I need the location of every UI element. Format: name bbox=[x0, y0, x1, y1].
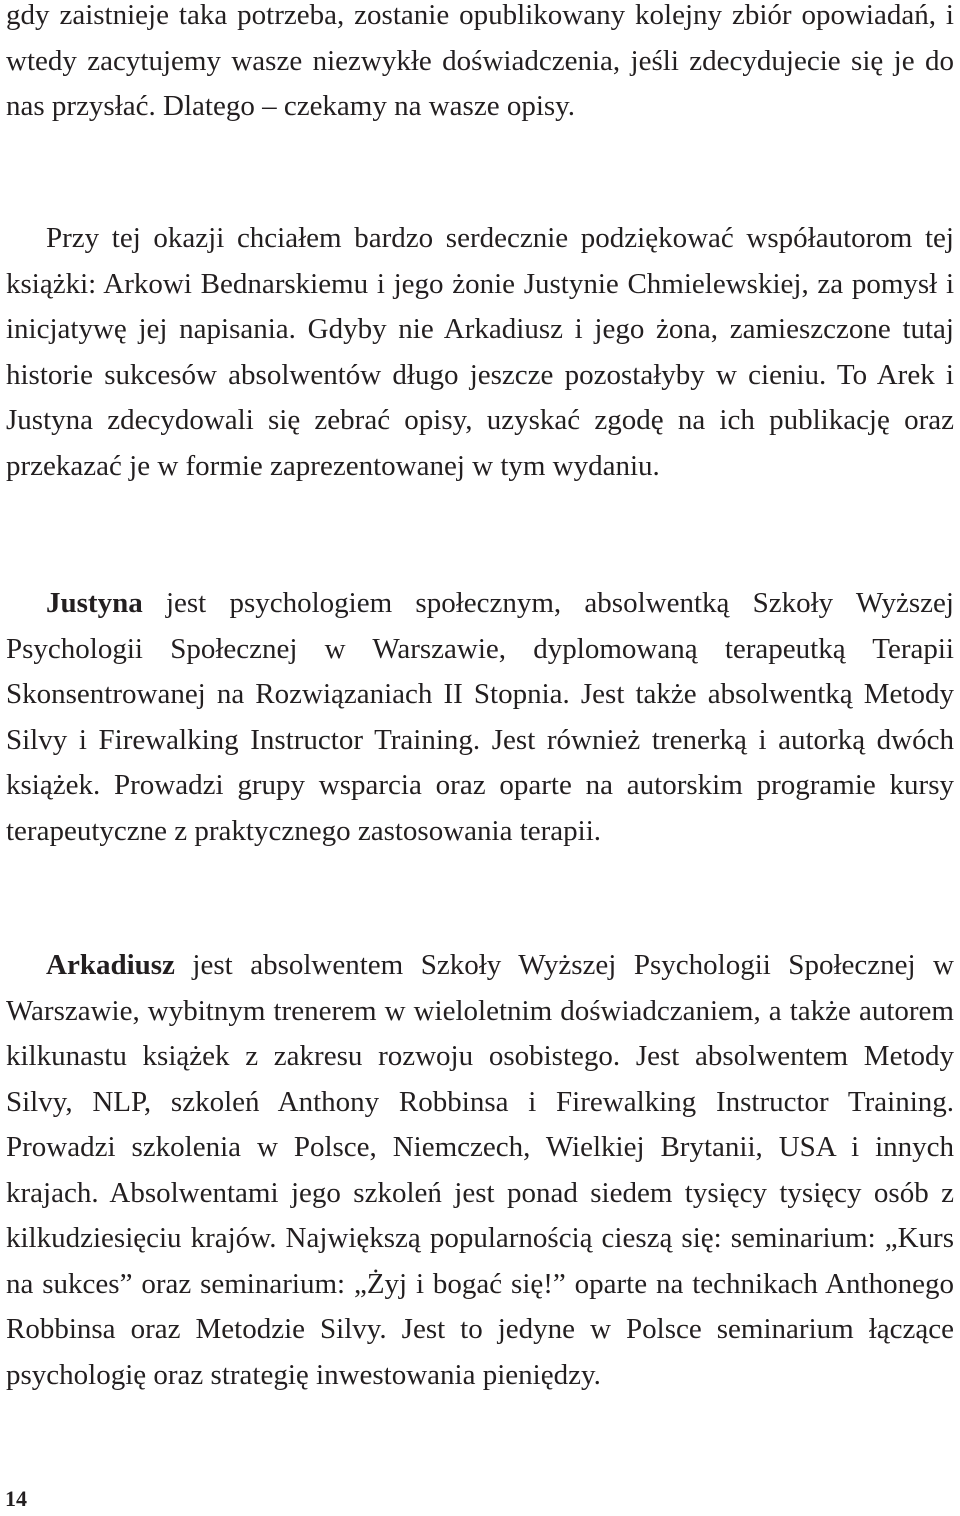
paragraph-bio-arkadiusz bbox=[6, 943, 954, 1398]
paragraph-bio-justyna bbox=[6, 581, 954, 854]
bio-text-arkadiusz: jest absolwentem Szkoły Wyższej Psychologii Społecznej w Warszawie, wybitnym trenerem w wieloletnim doświadczaniem, a także autorem kilkunastu książek z zakresu rozwoju osobistego. Jest absolwentem Metody Silvy, NLP, szkoleń Anthony Robbinsa i Firewalking Instructor Training. Prowadzi szkolenia w Polsce, Niemczech, Wielkiej Brytanii, USA i innych krajach. Absolwentami jego szkoleń jest ponad siedem tysięcy tysięcy osób z kilkudziesięciu krajów. Największą popularnością cieszą się: seminarium: „Kurs na sukces” oraz seminarium: „Żyj i bogać się!” oparte na technikach Anthonego Robbinsa oraz Metodzie Silvy. Jest to jedyne w Polsce seminarium łączące psychologię oraz strategię inwestowania pieniędzy. bbox=[6, 949, 954, 1391]
bio-name-justyna: Justyna bbox=[46, 587, 143, 619]
page-number: 14 bbox=[5, 1486, 27, 1511]
paragraph-closing-invitation: gdy zaistnieje taka potrzeba, zostanie opublikowany kolejny zbiór opowiadań, i wtedy zacytujemy wasze niezwykłe doświadczenia, jeśli zdecydujecie się je do nas przysłać. Dlatego – czekamy na wasze opisy. bbox=[6, 0, 954, 122]
paragraph-acknowledgements: Przy tej okazji chciałem bardzo serdecznie podziękować współautorom tej książki: Arkowi Bednarskiemu i jego żonie Justynie Chmielewskiej, za pomysł i inicjatywę jej napisania. Gdyby nie Arkadiusz i jego żona, zamieszczone tutaj historie sukcesów absolwentów długo jeszcze pozostałyby w cieniu. To Arek i Justyna zdecydowali się zebrać opisy, uzyskać zgodę na ich publikację oraz przekazać je w formie zaprezentowanej w tym wydaniu. bbox=[6, 222, 954, 482]
bio-text-justyna: jest psychologiem społecznym, absolwentką Szkoły Wyższej Psychologii Społecznej w Warszawie, dyplomowaną terapeutką Terapii Skonsentrowanej na Rozwiązaniach II Stopnia. Jest także absolwentką Metody Silvy i Firewalking Instructor Training. Jest również trenerką i autorką dwóch książek. Prowadzi grupy wsparcia oraz oparte na autorskim programie kursy terapeutyczne z praktycznego zastosowania terapii. bbox=[6, 587, 954, 847]
bio-name-arkadiusz: Arkadiusz bbox=[46, 949, 175, 981]
